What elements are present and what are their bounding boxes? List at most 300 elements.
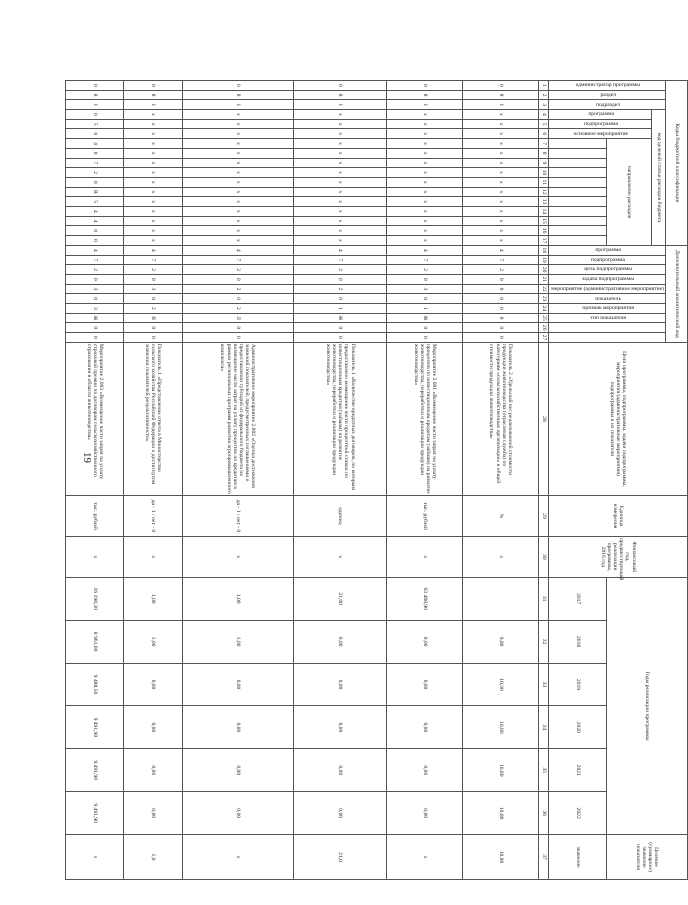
code-cell: 2 <box>293 284 386 294</box>
row-unit: % <box>463 496 539 537</box>
code-cell: x <box>182 197 293 207</box>
column-number: 22 <box>539 284 549 294</box>
column-number: 4 <box>539 110 549 120</box>
code-cell: x <box>293 168 386 178</box>
header-additional-2 <box>549 255 666 265</box>
code-cell: x <box>182 226 293 236</box>
column-number: 13 <box>539 197 549 207</box>
code-cell: 0 <box>66 226 124 236</box>
code-cell: 4 <box>66 216 124 226</box>
row-unit: единиц <box>293 496 386 537</box>
code-cell: 7 <box>182 255 293 265</box>
code-cell: x <box>463 119 539 129</box>
code-cell: x <box>387 187 463 197</box>
row-target: 1,0 <box>124 835 182 880</box>
header-additional-10 <box>549 333 666 343</box>
row-year-value: 10,30 <box>463 663 539 706</box>
program-table <box>65 80 688 880</box>
code-cell: x <box>124 177 182 187</box>
code-cell: 4 <box>387 245 463 255</box>
code-cell: 4 <box>293 245 386 255</box>
column-number: 21 <box>539 274 549 284</box>
header-program <box>549 110 652 120</box>
column-number: 33 <box>539 663 549 706</box>
code-cell: x <box>387 139 463 149</box>
row-year-value: 0,00 <box>182 749 293 792</box>
code-cell: x <box>182 187 293 197</box>
code-cell: 0 <box>182 333 293 343</box>
header-admin-text: администратор программы <box>575 82 641 89</box>
header-year-2018: 2018 <box>549 620 607 663</box>
header-kvr-sub-9 <box>549 216 607 226</box>
code-cell: 1 <box>387 304 463 314</box>
header-kvr-sub-4 <box>549 168 607 178</box>
table-row <box>182 81 293 880</box>
code-cell: x <box>387 236 463 246</box>
code-cell: 0 <box>387 274 463 284</box>
code-cell: Ж <box>66 313 124 323</box>
code-cell: x <box>182 236 293 246</box>
row-target: 10,80 <box>463 835 539 880</box>
header-additional-2-text: подпрограмма <box>591 256 626 263</box>
row-year-value: 0,00 <box>182 792 293 835</box>
column-number: 2 <box>539 90 549 100</box>
code-cell: 0 <box>387 81 463 91</box>
code-cell: 0 <box>66 110 124 120</box>
row-unit: да - 1 / нет - 0 <box>182 496 293 537</box>
table-row <box>293 81 386 880</box>
code-cell: 2 <box>182 265 293 275</box>
code-cell: x <box>387 148 463 158</box>
column-number: 9 <box>539 158 549 168</box>
code-cell: x <box>124 187 182 197</box>
code-cell: x <box>182 206 293 216</box>
row-fin-year: x <box>293 536 386 577</box>
code-cell: x <box>293 110 386 120</box>
header-year-2019: 2019 <box>549 663 607 706</box>
column-number: 10 <box>539 168 549 178</box>
row-year-value: 0,00 <box>387 663 463 706</box>
code-cell: Я <box>124 313 182 323</box>
code-cell: 8 <box>124 90 182 100</box>
code-cell: 5 <box>66 197 124 207</box>
column-number: 14 <box>539 206 549 216</box>
table-row <box>124 81 182 880</box>
code-cell: x <box>293 129 386 139</box>
column-number: 35 <box>539 749 549 792</box>
code-cell: 4 <box>66 206 124 216</box>
code-cell: x <box>387 226 463 236</box>
code-cell: x <box>463 148 539 158</box>
row-year-value: 9 491,90 <box>66 706 124 749</box>
code-cell: 3 <box>124 284 182 294</box>
row-year-value: 1,00 <box>182 620 293 663</box>
code-cell: x <box>463 139 539 149</box>
row-year-value: 1,00 <box>182 577 293 620</box>
row-year-value: 9 488,50 <box>66 663 124 706</box>
code-cell: 0 <box>387 333 463 343</box>
header-kvr-sub-5 <box>549 177 607 187</box>
code-cell: 0 <box>66 274 124 284</box>
code-cell: Ж <box>293 313 386 323</box>
code-cell: 1 <box>293 100 386 110</box>
code-cell: x <box>463 158 539 168</box>
row-year-value <box>463 577 539 620</box>
code-cell: 0 <box>66 148 124 158</box>
code-cell: 2 <box>293 265 386 275</box>
code-cell: 8 <box>182 90 293 100</box>
code-cell: 0 <box>124 81 182 91</box>
code-cell: 0 <box>124 294 182 304</box>
row-year-value: 0,00 <box>387 706 463 749</box>
code-cell: 0 <box>463 81 539 91</box>
column-number: 27 <box>539 333 549 343</box>
code-cell: 8 <box>387 90 463 100</box>
header-kvr: код целевой статьи расходов бюджета <box>652 110 666 246</box>
row-description: Административное мероприятие 2.002 «Оценка достижения значений показателей, предусмотренных соглашениями о предоставлении субсидий из федерального бюджета на возмещение части затрат на уплату процентов по кредитам в рамках региональных программ развития агропромышленного комплекса» <box>182 342 293 495</box>
rotated-table-wrapper <box>85 80 688 880</box>
code-cell: x <box>293 236 386 246</box>
row-year-value: 0,00 <box>124 792 182 835</box>
code-cell: x <box>124 110 182 120</box>
code-cell: x <box>124 129 182 139</box>
code-cell: 1 <box>387 100 463 110</box>
row-year-value: 0,00 <box>387 792 463 835</box>
column-number: 3 <box>539 100 549 110</box>
code-cell: 3 <box>66 284 124 294</box>
row-unit: тыс. рублей <box>387 496 463 537</box>
code-cell: x <box>463 197 539 207</box>
row-year-value: 9,80 <box>463 620 539 663</box>
row-unit: тыс. рублей <box>66 496 124 537</box>
code-cell: 1 <box>463 100 539 110</box>
code-cell: 3 <box>387 284 463 294</box>
column-number: 24 <box>539 304 549 314</box>
code-cell: x <box>387 110 463 120</box>
code-cell: 0 <box>293 274 386 284</box>
code-cell: x <box>293 187 386 197</box>
header-year-2021: 2021 <box>549 749 607 792</box>
code-cell: x <box>124 226 182 236</box>
code-cell: x <box>463 168 539 178</box>
code-cell: 0 <box>387 294 463 304</box>
row-fin-year: x <box>124 536 182 577</box>
code-cell: 2 <box>124 265 182 275</box>
code-cell: 0 <box>387 323 463 333</box>
code-cell: 4 <box>463 245 539 255</box>
code-cell: x <box>463 206 539 216</box>
row-year-value: 1,00 <box>124 577 182 620</box>
column-number: 5 <box>539 119 549 129</box>
row-fin-year: x <box>463 536 539 577</box>
code-cell: x <box>182 168 293 178</box>
code-cell: 0 <box>293 323 386 333</box>
code-cell: 0 <box>463 284 539 294</box>
header-additional-6 <box>549 294 666 304</box>
header-main-event <box>549 129 652 139</box>
code-cell: x <box>293 158 386 168</box>
code-cell: 0 <box>182 81 293 91</box>
row-year-value: 8 961,00 <box>66 620 124 663</box>
code-cell: x <box>463 177 539 187</box>
code-cell: x <box>463 226 539 236</box>
code-cell: 0 <box>124 323 182 333</box>
header-subprogram <box>549 119 652 129</box>
row-year-value: 21,00 <box>293 577 386 620</box>
code-cell: 7 <box>66 255 124 265</box>
row-description: Показатель 2 «Удельный вес реализованной стоимости продукции животноводства (отраслевая служба) по категориям «сельскохозяйственные организации» в общей стоимости продукции животноводства» <box>463 342 539 495</box>
code-cell: x <box>293 197 386 207</box>
column-number: 37 <box>539 835 549 880</box>
column-number: 34 <box>539 706 549 749</box>
code-cell: x <box>182 119 293 129</box>
row-year-value: 63 488,90 <box>387 577 463 620</box>
code-cell: 7 <box>293 255 386 265</box>
header-kvr-sub-8 <box>549 206 607 216</box>
column-number: 6 <box>539 129 549 139</box>
header-additional-7-text: признак мероприятия <box>582 305 634 312</box>
code-cell: 0 <box>182 274 293 284</box>
row-year-value: 10,80 <box>463 706 539 749</box>
code-cell: 0 <box>293 333 386 343</box>
header-additional-code: Дополнительный аналитический код <box>666 245 688 342</box>
row-target: x <box>182 835 293 880</box>
header-goals: Цели программы, подпрограммы, задачи подпрограммы, мероприятия (административные мероприятия) подпрограммы и их показатели <box>549 342 688 495</box>
table-row <box>387 81 463 880</box>
header-additional-1-text: программа <box>595 247 621 254</box>
header-admin <box>549 81 666 91</box>
column-number: 25 <box>539 313 549 323</box>
code-cell: 2 <box>66 265 124 275</box>
code-cell: x <box>124 197 182 207</box>
page-number: 19 <box>81 452 93 463</box>
code-cell: 0 <box>463 304 539 314</box>
code-cell: 1 <box>124 100 182 110</box>
code-cell: x <box>293 119 386 129</box>
row-year-value: 0,00 <box>293 620 386 663</box>
code-cell: Л <box>182 313 293 323</box>
code-cell: 0 <box>293 81 386 91</box>
code-cell: 0 <box>66 323 124 333</box>
code-cell: x <box>124 148 182 158</box>
code-cell: x <box>124 216 182 226</box>
code-cell: x <box>387 197 463 207</box>
row-year-value: 1,00 <box>124 620 182 663</box>
code-cell: 1 <box>182 100 293 110</box>
code-cell: 8 <box>293 90 386 100</box>
code-cell: x <box>387 129 463 139</box>
table-row <box>463 81 539 880</box>
code-cell: 0 <box>66 236 124 246</box>
header-additional-5 <box>549 284 666 294</box>
header-subsection <box>549 100 666 110</box>
header-year-2022: 2022 <box>549 792 607 835</box>
row-description: Показатель 1 «Количество кредитных договоров, по которым предоставлено возмещение части процентной ставки по инвестиционным кредитам (займам) на развитие животноводства, переработки и реализации продукции животноводства» <box>293 342 386 495</box>
row-year-value: 0,00 <box>182 663 293 706</box>
code-cell: 2 <box>463 265 539 275</box>
code-cell: 0 <box>463 323 539 333</box>
header-target: Целевое (суммарное) значение показателя <box>607 835 688 880</box>
code-cell: x <box>124 206 182 216</box>
code-cell: 2 <box>182 284 293 294</box>
code-cell: x <box>387 158 463 168</box>
code-cell: 0 <box>124 274 182 284</box>
header-kvr-sub-3 <box>549 158 607 168</box>
header-target-value: значение <box>549 835 607 880</box>
header-additional-6-text: показатель <box>595 295 622 302</box>
code-cell: x <box>293 216 386 226</box>
code-cell: 0 <box>66 333 124 343</box>
header-kvr-sub-6 <box>549 187 607 197</box>
column-number: 15 <box>539 216 549 226</box>
code-cell: 2 <box>182 304 293 314</box>
column-number: 36 <box>539 792 549 835</box>
header-additional-3 <box>549 265 666 275</box>
row-year-value: 16 198,30 <box>66 577 124 620</box>
code-cell: x <box>463 129 539 139</box>
row-description: Мероприятие 2.001 «Возмещение части затрат на уплату процентов по инвестиционным кредитам (займам) на развитие животноводства, переработки и реализации продукции животноводства» <box>387 342 463 495</box>
code-cell: 1 <box>293 304 386 314</box>
code-cell: x <box>463 110 539 120</box>
code-cell: x <box>124 158 182 168</box>
row-unit: да - 1 / нет - 0 <box>124 496 182 537</box>
code-cell: x <box>182 110 293 120</box>
row-year-value: 9 491,90 <box>66 749 124 792</box>
column-number: 18 <box>539 245 549 255</box>
code-cell: x <box>182 158 293 168</box>
code-cell: x <box>182 216 293 226</box>
code-cell: 7 <box>124 255 182 265</box>
header-subsection-text: подраздел <box>596 101 621 108</box>
header-main-event-text: основное мероприятие <box>573 130 629 137</box>
code-cell: 4 <box>182 245 293 255</box>
code-cell: x <box>293 226 386 236</box>
code-cell: x <box>182 129 293 139</box>
column-number: 19 <box>539 255 549 265</box>
column-number: 17 <box>539 236 549 246</box>
header-additional-9 <box>549 323 666 333</box>
code-cell: x <box>124 119 182 129</box>
row-year-value: 0,00 <box>293 706 386 749</box>
code-cell: 0 <box>66 81 124 91</box>
code-cell: x <box>182 148 293 158</box>
row-fin-year: x <box>182 536 293 577</box>
row-year-value: 9 491,90 <box>66 792 124 835</box>
header-subprogram-text: подпрограмма <box>584 120 619 127</box>
row-target: 21,0 <box>293 835 386 880</box>
row-fin-year: x <box>66 536 124 577</box>
row-year-value: 10,80 <box>463 749 539 792</box>
header-program-text: программа <box>588 111 614 118</box>
code-cell: x <box>124 168 182 178</box>
header-additional-4-text: задача подпрограммы <box>582 276 635 283</box>
column-number: 7 <box>539 139 549 149</box>
code-cell: 3 <box>66 304 124 314</box>
code-cell: 2 <box>124 304 182 314</box>
row-fin-year: x <box>387 536 463 577</box>
column-number: 30 <box>539 536 549 577</box>
code-cell: 1 <box>66 100 124 110</box>
code-cell: x <box>387 119 463 129</box>
code-cell: 0 <box>66 129 124 139</box>
code-cell: 7 <box>66 158 124 168</box>
column-number: 29 <box>539 496 549 537</box>
code-cell: 2 <box>387 265 463 275</box>
code-cell: x <box>293 206 386 216</box>
code-cell: Ж <box>387 313 463 323</box>
column-number: 20 <box>539 265 549 275</box>
header-year-2020: 2020 <box>549 706 607 749</box>
column-number: 31 <box>539 577 549 620</box>
header-additional-5-text: мероприятие (административное мероприятие) <box>551 285 665 292</box>
table-row <box>66 81 124 880</box>
header-years: Годы реализации программы <box>607 577 688 834</box>
code-cell: 0 <box>463 274 539 284</box>
code-cell: 0 <box>293 294 386 304</box>
header-budget-codes: Коды бюджетной классификации <box>666 81 688 246</box>
code-cell: 8 <box>66 90 124 100</box>
code-cell: 8 <box>463 90 539 100</box>
header-year-2017: 2017 <box>549 577 607 620</box>
column-number: 11 <box>539 177 549 187</box>
header-kvr-sub-1 <box>549 139 607 149</box>
code-cell: 7 <box>387 255 463 265</box>
row-year-value: 0,00 <box>293 663 386 706</box>
code-cell: x <box>124 236 182 246</box>
code-cell: x <box>387 168 463 178</box>
header-additional-4 <box>549 274 666 284</box>
code-cell: 0 <box>182 323 293 333</box>
column-number: 16 <box>539 226 549 236</box>
code-cell: x <box>124 139 182 149</box>
code-cell: 7 <box>463 255 539 265</box>
row-description: Мероприятие 2.003 «Возмещение части затрат на уплату страховой премии по договорам сельскохозяйственного страхования в области животноводства» <box>66 342 124 495</box>
code-cell: 2 <box>66 168 124 178</box>
code-cell: x <box>293 139 386 149</box>
row-year-value: 0,00 <box>182 706 293 749</box>
code-cell: 0 <box>66 294 124 304</box>
code-cell: 0 <box>66 177 124 187</box>
code-cell: x <box>463 187 539 197</box>
code-cell: x <box>182 177 293 187</box>
code-cell: x <box>463 216 539 226</box>
header-additional-1 <box>549 245 666 255</box>
row-description: Показатель 1 «Представление отчета в Министерство сельского хозяйства Российской Федерации о достигнутом значении показателей результативности» <box>124 342 182 495</box>
row-year-value: 0,00 <box>124 663 182 706</box>
header-kvr-sub-7 <box>549 197 607 207</box>
code-cell: x <box>387 177 463 187</box>
code-cell: 4 <box>124 245 182 255</box>
column-number: 26 <box>539 323 549 333</box>
column-number: 12 <box>539 187 549 197</box>
code-cell: 5 <box>66 119 124 129</box>
row-year-value: 0,00 <box>387 749 463 792</box>
code-cell: 4 <box>66 245 124 255</box>
code-cell: x <box>293 177 386 187</box>
header-section <box>549 90 666 100</box>
row-year-value: 0,00 <box>124 749 182 792</box>
row-year-value: 0,00 <box>293 792 386 835</box>
header-additional-8 <box>549 313 666 323</box>
code-cell: 0 <box>124 333 182 343</box>
header-section-text: раздел <box>600 91 616 98</box>
code-cell: 0 <box>463 333 539 343</box>
code-cell: x <box>387 206 463 216</box>
column-number: 8 <box>539 148 549 158</box>
header-additional-3-text: цель подпрограммы <box>584 266 632 273</box>
row-target: x <box>387 835 463 880</box>
header-kvr-sub-2 <box>549 148 607 158</box>
